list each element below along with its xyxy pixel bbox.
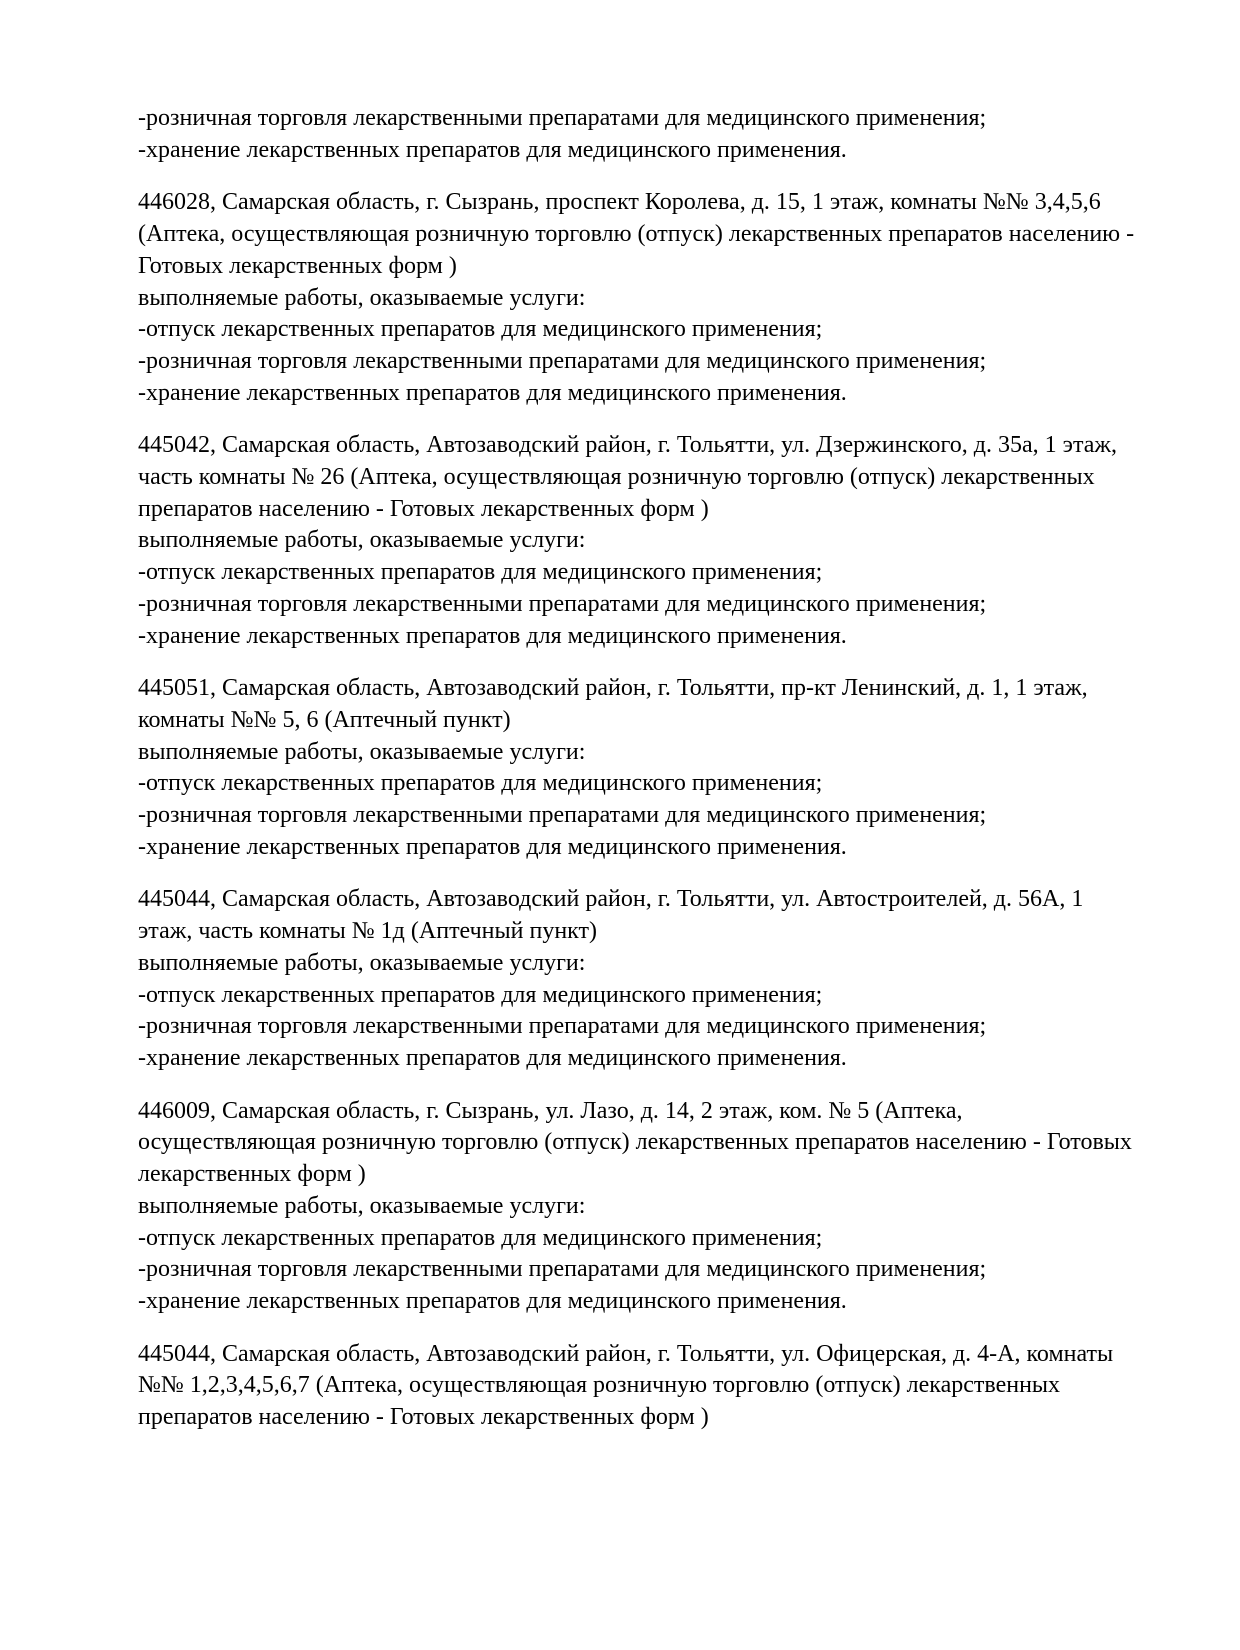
text-line: 446028, Самарская область, г. Сызрань, проспект Королева, д. 15, 1 этаж, комнаты №№ 3,4,5,6 xyxy=(138,189,1101,216)
text-line: осуществляющая розничную торговлю (отпуск) лекарственных препаратов населению - Готовых xyxy=(138,1129,1132,1156)
text-line: -розничная торговля лекарственными препаратами для медицинского применения; xyxy=(138,590,987,617)
text-line: 445044, Самарская область, Автозаводский район, г. Тольятти, ул. Офицерская, д. 4-А, комнаты xyxy=(138,1340,1114,1367)
license-entry-445042-tolyatti-dzerzhinskogo xyxy=(138,430,1200,652)
text-line: -розничная торговля лекарственными препаратами для медицинского применения; xyxy=(138,1013,987,1040)
text-line: -хранение лекарственных препаратов для медицинского применения. xyxy=(138,833,847,860)
text-line: препаратов населению - Готовых лекарственных форм ) xyxy=(138,495,709,522)
license-entry-445044-tolyatti-ofitserskaya xyxy=(138,1339,1200,1434)
text-line: -хранение лекарственных препаратов для медицинского применения. xyxy=(138,622,847,649)
text-line: -розничная торговля лекарственными препаратами для медицинского применения; xyxy=(138,1256,987,1283)
text-line: -хранение лекарственных препаратов для медицинского применения. xyxy=(138,1044,847,1071)
text-line: -хранение лекарственных препаратов для медицинского применения. xyxy=(138,136,847,163)
text-line: -розничная торговля лекарственными препаратами для медицинского применения; xyxy=(138,347,987,374)
text-line: -отпуск лекарственных препаратов для медицинского применения; xyxy=(138,981,823,1008)
text-line: выполняемые работы, оказываемые услуги: xyxy=(138,284,586,311)
text-line: выполняемые работы, оказываемые услуги: xyxy=(138,1192,586,1219)
license-entry-446028-syzran-koroleva xyxy=(138,187,1200,409)
license-entry-445051-tolyatti-leninskiy xyxy=(138,673,1200,863)
text-line: комнаты №№ 5, 6 (Аптечный пункт) xyxy=(138,706,511,733)
text-line: лекарственных форм ) xyxy=(138,1161,366,1188)
text-line: 445044, Самарская область, Автозаводский район, г. Тольятти, ул. Автостроителей, д. 56А, 1 xyxy=(138,886,1084,913)
text-line: препаратов населению - Готовых лекарственных форм ) xyxy=(138,1404,709,1431)
text-line: Готовых лекарственных форм ) xyxy=(138,252,457,279)
text-line: -отпуск лекарственных препаратов для медицинского применения; xyxy=(138,1224,823,1251)
text-line: -хранение лекарственных препаратов для медицинского применения. xyxy=(138,379,847,406)
text-line: -отпуск лекарственных препаратов для медицинского применения; xyxy=(138,559,823,586)
text-line: выполняемые работы, оказываемые услуги: xyxy=(138,949,586,976)
text-line: 445042, Самарская область, Автозаводский район, г. Тольятти, ул. Дзержинского, д. 35а, 1 этаж, xyxy=(138,432,1117,459)
text-line: 445051, Самарская область, Автозаводский район, г. Тольятти, пр-кт Ленинский, д. 1, 1 этаж, xyxy=(138,675,1088,702)
license-entry-445044-tolyatti-avtostroiteley xyxy=(138,884,1200,1074)
text-line: часть комнаты № 26 (Аптека, осуществляющая розничную торговлю (отпуск) лекарственных xyxy=(138,464,1095,491)
text-line: 446009, Самарская область, г. Сызрань, ул. Лазо, д. 14, 2 этаж, ком. № 5 (Аптека, xyxy=(138,1097,963,1124)
license-entry-446009-syzran-lazo xyxy=(138,1096,1200,1318)
text-line: -розничная торговля лекарственными препаратами для медицинского применения; xyxy=(138,105,987,131)
text-line: выполняемые работы, оказываемые услуги: xyxy=(138,738,586,765)
text-line: -отпуск лекарственных препаратов для медицинского применения; xyxy=(138,770,823,797)
text-line: -розничная торговля лекарственными препаратами для медицинского применения; xyxy=(138,802,987,829)
services-list-continuation xyxy=(138,103,1200,166)
text-line: выполняемые работы, оказываемые услуги: xyxy=(138,527,586,554)
text-line: этаж, часть комнаты № 1д (Аптечный пункт) xyxy=(138,918,597,945)
text-line: -хранение лекарственных препаратов для медицинского применения. xyxy=(138,1287,847,1314)
text-line: -отпуск лекарственных препаратов для медицинского применения; xyxy=(138,316,823,343)
text-line: (Аптека, осуществляющая розничную торговлю (отпуск) лекарственных препаратов населению - xyxy=(138,221,1135,248)
text-line: №№ 1,2,3,4,5,6,7 (Аптека, осуществляющая розничную торговлю (отпуск) лекарственных xyxy=(138,1372,1061,1399)
